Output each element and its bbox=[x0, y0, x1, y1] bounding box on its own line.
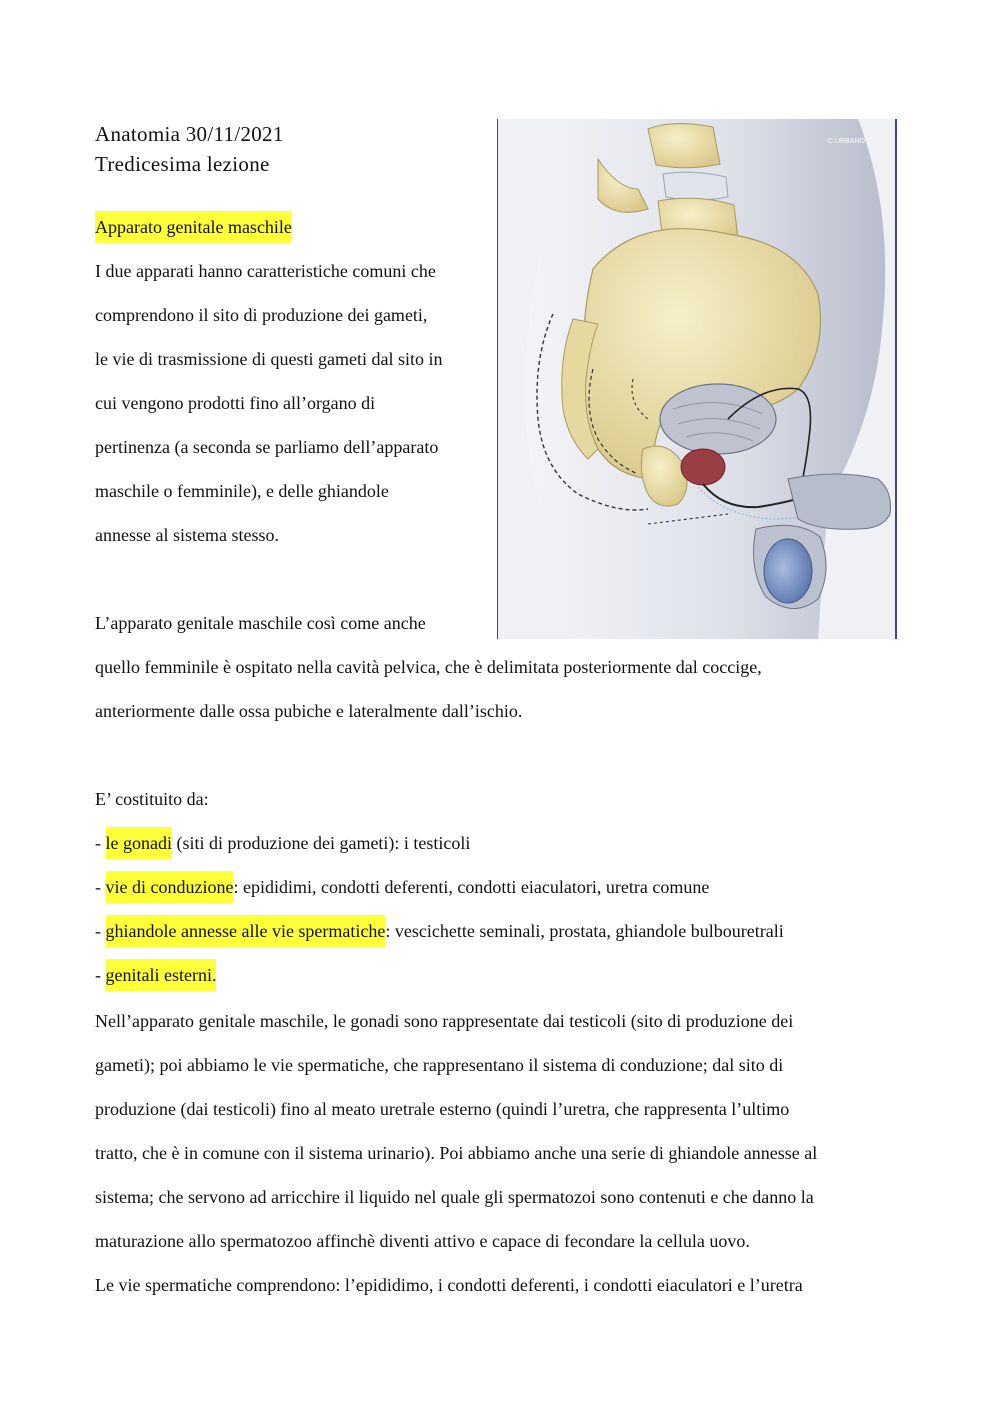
list-item bbox=[95, 920, 784, 942]
list-item-highlight: genitali esterni. bbox=[106, 959, 217, 991]
illustrator-signature: C.URBANO bbox=[828, 138, 865, 145]
intro-line: cui vengono prodotti fino all’organo di bbox=[95, 393, 376, 413]
list-item-text: (siti di produzione dei gameti): i testicoli bbox=[171, 833, 471, 853]
list-bullet: - bbox=[95, 833, 106, 853]
testis bbox=[764, 539, 812, 603]
list-item bbox=[95, 832, 470, 854]
intro-line: maschile o femminile), e delle ghiandole bbox=[95, 481, 389, 501]
body-line: tratto, che è in comune con il sistema urinario). Poi abbiamo anche una serie di ghiandole annesse al bbox=[95, 1143, 818, 1163]
list-item-highlight: ghiandole annesse alle vie spermatiche bbox=[106, 915, 386, 947]
intro-line: annesse al sistema stesso. bbox=[95, 525, 279, 545]
section-heading bbox=[95, 216, 292, 238]
page-subtitle: Tredicesima lezione bbox=[95, 152, 270, 176]
pelvis-drawing bbox=[498, 119, 895, 639]
list-item-highlight: vie di conduzione bbox=[106, 871, 234, 903]
intro-line: I due apparati hanno caratteristiche comuni che bbox=[95, 261, 436, 281]
penis bbox=[788, 474, 891, 529]
composition-intro: E’ costituito da: bbox=[95, 789, 209, 809]
list-bullet: - bbox=[95, 965, 106, 985]
list-bullet: - bbox=[95, 921, 106, 941]
vertebra bbox=[648, 123, 720, 167]
paragraph-line: L’apparato genitale maschile così come anche bbox=[95, 613, 426, 633]
list-item bbox=[95, 964, 216, 986]
list-item-highlight: le gonadi bbox=[106, 827, 172, 859]
intervertebral-disc bbox=[663, 172, 728, 200]
body-line: Nell’apparato genitale maschile, le gonadi sono rappresentate dai testicoli (sito di produzione dei bbox=[95, 1011, 794, 1031]
body-line: sistema; che servono ad arricchire il liquido nel quale gli spermatozoi sono contenuti e che danno la bbox=[95, 1187, 814, 1207]
page-title: Anatomia 30/11/2021 bbox=[95, 122, 284, 146]
intro-line: le vie di trasmissione di questi gameti dal sito in bbox=[95, 349, 443, 369]
list-item-text: : epididimi, condotti deferenti, condotti eiaculatori, uretra comune bbox=[233, 877, 710, 897]
pelvis-illustration bbox=[497, 119, 897, 639]
list-bullet: - bbox=[95, 877, 106, 897]
prostate bbox=[681, 449, 725, 485]
body-line: Le vie spermatiche comprendono: l’epididimo, i condotti deferenti, i condotti eiaculatori e l’uretra bbox=[95, 1275, 803, 1295]
list-item bbox=[95, 876, 709, 898]
list-item-text: : vescichette seminali, prostata, ghiandole bulbouretrali bbox=[385, 921, 784, 941]
body-line: produzione (dai testicoli) fino al meato uretrale esterno (quindi l’uretra, che rappresenta l’ultimo bbox=[95, 1099, 790, 1119]
body-line: gameti); poi abbiamo le vie spermatiche, che rappresentano il sistema di conduzione; dal sito di bbox=[95, 1055, 784, 1075]
intro-line: pertinenza (a seconda se parliamo dell’apparato bbox=[95, 437, 439, 457]
paragraph-line: anteriormente dalle ossa pubiche e lateralmente dall’ischio. bbox=[95, 701, 523, 721]
body-line: maturazione allo spermatozoo affinchè diventi attivo e capace di fecondare la cellula uovo. bbox=[95, 1231, 750, 1251]
section-heading-text: Apparato genitale maschile bbox=[95, 211, 292, 243]
paragraph-line: quello femminile è ospitato nella cavità pelvica, che è delimitata posteriormente dal coccige, bbox=[95, 657, 762, 677]
intro-line: comprendono il sito di produzione dei gameti, bbox=[95, 305, 428, 325]
